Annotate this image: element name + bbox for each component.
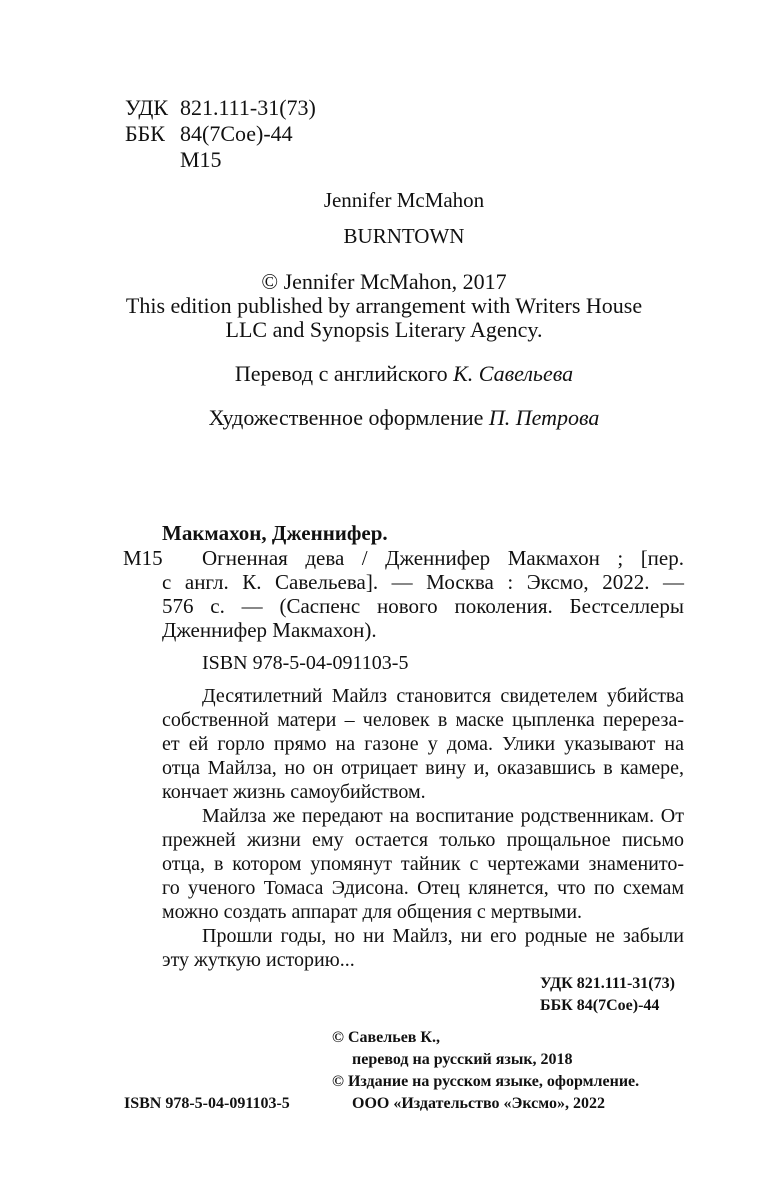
udk-label: УДК bbox=[125, 95, 169, 120]
footer-copyright-2-line-1: © Издание на русском языке, оформление. bbox=[332, 1073, 640, 1090]
edition-line-2: LLC and Synopsis Literary Agency. bbox=[225, 317, 543, 342]
annotation-line-4: отца Майлза, но он отрицает вину и, оказавшись в камере, bbox=[162, 757, 684, 779]
udk-value: 821.111-31(73) bbox=[180, 95, 316, 120]
annotation-line-9: го ученого Томаса Эдисона. Отец клянется, что по схемам bbox=[162, 877, 684, 899]
annotation-line-12: эту жуткую историю... bbox=[162, 949, 355, 971]
edition-line-1: This edition published by arrangement with Writers House bbox=[125, 293, 643, 318]
annotation-line-7: прежней жизни ему остается только прощальное письмо bbox=[162, 829, 684, 851]
author-mark: М15 bbox=[180, 147, 222, 172]
original-author: Jennifer McMahon bbox=[323, 188, 485, 212]
footer-copyright-1-line-2: перевод на русский язык, 2018 bbox=[352, 1051, 573, 1068]
translation-credit bbox=[20, 362, 768, 386]
annotation-line-6: Майлза же передают на воспитание родственникам. От bbox=[202, 805, 684, 827]
annotation-line-3: ет ей горло прямо на газоне у дома. Улики указывают на bbox=[162, 733, 684, 755]
catalog-line-3: 576 с. — (Саспенс нового поколения. Бестселлеры bbox=[162, 594, 684, 618]
annotation-line-11: Прошли годы, но ни Майлз, ни его родные не забыли bbox=[202, 925, 684, 947]
catalog-isbn: ISBN 978-5-04-091103-5 bbox=[202, 652, 409, 674]
footer-isbn: ISBN 978-5-04-091103-5 bbox=[124, 1095, 290, 1112]
annotation-line-10: можно создать аппарат для общения с мертвыми. bbox=[162, 901, 583, 923]
annotation-line-1: Десятилетний Майлз становится свидетелем убийства bbox=[202, 685, 684, 707]
design-prefix: Художественное оформление bbox=[208, 405, 484, 430]
catalog-heading: Макмахон, Дженнифер. bbox=[162, 521, 388, 545]
annotation-line-5: кончает жизнь самоубийством. bbox=[162, 781, 426, 803]
footer-udk: УДК 821.111-31(73) bbox=[540, 975, 675, 992]
catalog-line-4: Дженнифер Макмахон). bbox=[162, 618, 377, 642]
bbk-value: 84(7Сое)-44 bbox=[180, 121, 293, 146]
catalog-line-1: Огненная дева / Дженнифер Макмахон ; [пер. bbox=[202, 546, 684, 570]
catalog-line-2: с англ. К. Савельева]. — Москва : Эксмо, 2022. — bbox=[162, 570, 684, 594]
translator-name: К. Савельева bbox=[453, 361, 574, 386]
footer-bbk: ББК 84(7Сое)-44 bbox=[540, 997, 660, 1014]
catalog-mark: М15 bbox=[123, 546, 163, 570]
translation-prefix: Перевод с английского bbox=[234, 361, 448, 386]
original-title: BURNTOWN bbox=[343, 224, 465, 248]
designer-name: П. Петрова bbox=[488, 405, 600, 430]
original-copyright: © Jennifer McMahon, 2017 bbox=[261, 269, 507, 294]
annotation-line-2: собственной матери – человек в маске цыпленка перереза- bbox=[162, 709, 684, 731]
design-credit bbox=[20, 406, 768, 430]
annotation-line-8: отца, в котором упомянут тайник с чертежами знаменито- bbox=[162, 853, 684, 875]
footer-copyright-1-line-1: © Савельев К., bbox=[332, 1029, 441, 1046]
bbk-label: ББК bbox=[125, 121, 165, 146]
footer-copyright-2-line-2: ООО «Издательство «Эксмо», 2022 bbox=[352, 1095, 605, 1112]
